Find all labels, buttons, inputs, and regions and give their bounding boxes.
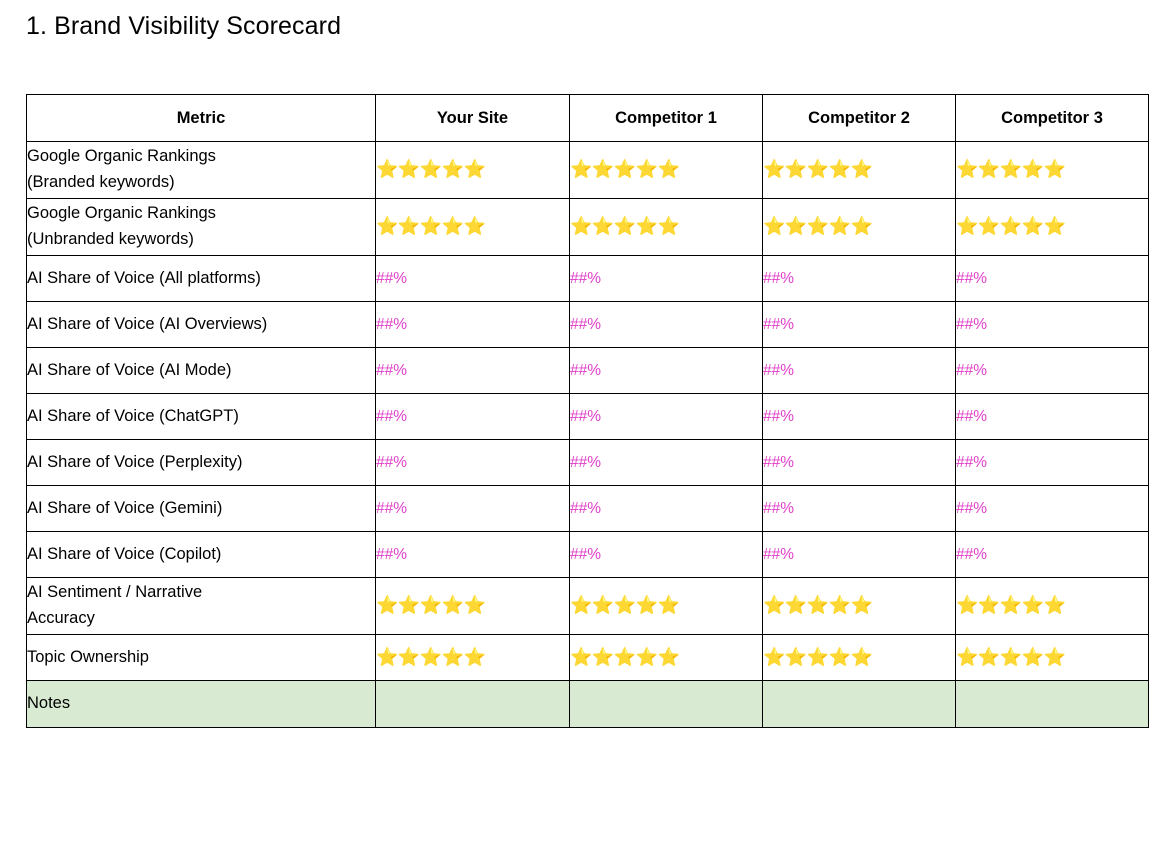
- notes-cell-competitor-3[interactable]: [956, 681, 1149, 728]
- rating-cell-competitor-3[interactable]: [956, 142, 1149, 199]
- star-rating: ⭐⭐⭐⭐⭐: [376, 646, 486, 667]
- rating-cell-competitor-1[interactable]: [570, 635, 763, 681]
- percent-cell-competitor-3[interactable]: [956, 256, 1149, 302]
- star-rating: ⭐⭐⭐⭐⭐: [570, 159, 680, 180]
- star-rating: ⭐⭐⭐⭐⭐: [376, 595, 486, 616]
- column-header-your-site: Your Site: [376, 95, 570, 142]
- percent-cell-your-site[interactable]: [376, 486, 570, 532]
- table-row: [27, 440, 1149, 486]
- notes-cell-competitor-1[interactable]: [570, 681, 763, 728]
- metric-label: [27, 142, 376, 199]
- column-header-competitor-1: Competitor 1: [570, 95, 763, 142]
- percent-cell-competitor-2[interactable]: [763, 256, 956, 302]
- star-rating: ⭐⭐⭐⭐⭐: [763, 159, 873, 180]
- percent-value: ##%: [570, 453, 602, 471]
- table-body: [27, 142, 1149, 728]
- column-header-metric: Metric: [27, 95, 376, 142]
- notes-cell-competitor-2[interactable]: [763, 681, 956, 728]
- metric-label-line1: AI Share of Voice (All platforms): [27, 268, 261, 287]
- percent-value: ##%: [570, 315, 602, 333]
- percent-cell-competitor-1[interactable]: [570, 256, 763, 302]
- metric-label: [27, 532, 376, 578]
- column-header-competitor-2: Competitor 2: [763, 95, 956, 142]
- rating-cell-competitor-1[interactable]: [570, 142, 763, 199]
- star-rating: ⭐⭐⭐⭐⭐: [570, 646, 680, 667]
- metric-label-line1: AI Share of Voice (Copilot): [27, 544, 222, 563]
- metric-label: [27, 440, 376, 486]
- percent-cell-competitor-1[interactable]: [570, 394, 763, 440]
- star-rating: ⭐⭐⭐⭐⭐: [570, 216, 680, 237]
- star-rating: ⭐⭐⭐⭐⭐: [956, 646, 1066, 667]
- percent-cell-your-site[interactable]: [376, 440, 570, 486]
- metric-label: [27, 578, 376, 635]
- rating-cell-competitor-3[interactable]: [956, 199, 1149, 256]
- metric-label: [27, 302, 376, 348]
- percent-cell-your-site[interactable]: [376, 348, 570, 394]
- percent-value: ##%: [570, 499, 602, 517]
- percent-value: ##%: [956, 453, 988, 471]
- percent-value: ##%: [763, 407, 795, 425]
- table-row: [27, 302, 1149, 348]
- metric-label: [27, 348, 376, 394]
- percent-cell-competitor-3[interactable]: [956, 348, 1149, 394]
- percent-cell-competitor-3[interactable]: [956, 302, 1149, 348]
- percent-value: ##%: [763, 453, 795, 471]
- metric-label: [27, 256, 376, 302]
- rating-cell-competitor-2[interactable]: [763, 142, 956, 199]
- percent-cell-your-site[interactable]: [376, 302, 570, 348]
- brand-visibility-scorecard-table: [26, 94, 1149, 728]
- rating-cell-your-site[interactable]: [376, 199, 570, 256]
- percent-value: ##%: [570, 361, 602, 379]
- rating-cell-competitor-1[interactable]: [570, 199, 763, 256]
- percent-cell-competitor-2[interactable]: [763, 394, 956, 440]
- star-rating: ⭐⭐⭐⭐⭐: [763, 595, 873, 616]
- percent-value: ##%: [956, 545, 988, 563]
- metric-label-line2: (Unbranded keywords): [27, 230, 194, 248]
- star-rating: ⭐⭐⭐⭐⭐: [763, 646, 873, 667]
- metric-label: [27, 486, 376, 532]
- percent-value: ##%: [956, 269, 988, 287]
- table-row: [27, 635, 1149, 681]
- metric-label-line1: AI Share of Voice (ChatGPT): [27, 406, 239, 425]
- rating-cell-competitor-1[interactable]: [570, 578, 763, 635]
- percent-cell-competitor-1[interactable]: [570, 302, 763, 348]
- rating-cell-competitor-2[interactable]: [763, 578, 956, 635]
- percent-cell-competitor-2[interactable]: [763, 302, 956, 348]
- star-rating: ⭐⭐⭐⭐⭐: [956, 159, 1066, 180]
- percent-value: ##%: [956, 499, 988, 517]
- metric-label: [27, 635, 376, 681]
- percent-value: ##%: [376, 545, 408, 563]
- metric-label-line1: AI Share of Voice (AI Overviews): [27, 314, 268, 333]
- percent-value: ##%: [763, 361, 795, 379]
- notes-cell-your-site[interactable]: [376, 681, 570, 728]
- percent-value: ##%: [376, 315, 408, 333]
- percent-cell-competitor-3[interactable]: [956, 394, 1149, 440]
- metric-label-line1: AI Share of Voice (Gemini): [27, 498, 223, 517]
- percent-cell-competitor-3[interactable]: [956, 486, 1149, 532]
- column-header-competitor-3: Competitor 3: [956, 95, 1149, 142]
- percent-value: ##%: [570, 407, 602, 425]
- metric-label: [27, 394, 376, 440]
- percent-value: ##%: [763, 499, 795, 517]
- table-row: [27, 486, 1149, 532]
- table-row: [27, 394, 1149, 440]
- percent-cell-competitor-1[interactable]: [570, 440, 763, 486]
- percent-cell-competitor-1[interactable]: [570, 532, 763, 578]
- rating-cell-competitor-2[interactable]: [763, 199, 956, 256]
- rating-cell-competitor-3[interactable]: [956, 578, 1149, 635]
- percent-value: ##%: [376, 499, 408, 517]
- percent-value: ##%: [376, 453, 408, 471]
- metric-label-line2: (Branded keywords): [27, 173, 175, 191]
- table-row: [27, 256, 1149, 302]
- percent-value: ##%: [956, 361, 988, 379]
- star-rating: ⭐⭐⭐⭐⭐: [956, 216, 1066, 237]
- percent-value: ##%: [956, 407, 988, 425]
- table-row: [27, 142, 1149, 199]
- percent-cell-your-site[interactable]: [376, 256, 570, 302]
- metric-label-line2: Accuracy: [27, 609, 95, 627]
- table-row: [27, 532, 1149, 578]
- percent-value: ##%: [763, 269, 795, 287]
- table-row: [27, 578, 1149, 635]
- percent-value: ##%: [376, 361, 408, 379]
- metric-label-line1: Topic Ownership: [27, 647, 149, 666]
- percent-cell-your-site[interactable]: [376, 394, 570, 440]
- percent-cell-competitor-2[interactable]: [763, 440, 956, 486]
- percent-cell-competitor-3[interactable]: [956, 440, 1149, 486]
- percent-value: ##%: [763, 315, 795, 333]
- percent-cell-competitor-2[interactable]: [763, 486, 956, 532]
- star-rating: ⭐⭐⭐⭐⭐: [376, 159, 486, 180]
- percent-value: ##%: [763, 545, 795, 563]
- star-rating: ⭐⭐⭐⭐⭐: [570, 595, 680, 616]
- percent-value: ##%: [570, 545, 602, 563]
- percent-cell-competitor-2[interactable]: [763, 348, 956, 394]
- table-row-notes: [27, 681, 1149, 728]
- rating-cell-your-site[interactable]: [376, 635, 570, 681]
- star-rating: ⭐⭐⭐⭐⭐: [376, 216, 486, 237]
- rating-cell-your-site[interactable]: [376, 142, 570, 199]
- brand-visibility-scorecard-table-wrapper: [26, 94, 1148, 728]
- rating-cell-competitor-3[interactable]: [956, 635, 1149, 681]
- table-row: [27, 348, 1149, 394]
- table-header-row: [27, 95, 1149, 142]
- metric-label: [27, 199, 376, 256]
- star-rating: ⭐⭐⭐⭐⭐: [956, 595, 1066, 616]
- rating-cell-competitor-2[interactable]: [763, 635, 956, 681]
- metric-label-line1: AI Share of Voice (Perplexity): [27, 452, 243, 471]
- metric-label-line1: Google Organic Rankings: [27, 204, 216, 223]
- percent-cell-your-site[interactable]: [376, 532, 570, 578]
- table-header: [27, 95, 1149, 142]
- percent-cell-competitor-1[interactable]: [570, 486, 763, 532]
- page-title: 1. Brand Visibility Scorecard: [26, 12, 342, 40]
- percent-value: ##%: [376, 407, 408, 425]
- percent-value: ##%: [956, 315, 988, 333]
- percent-value: ##%: [376, 269, 408, 287]
- percent-value: ##%: [570, 269, 602, 287]
- percent-cell-competitor-3[interactable]: [956, 532, 1149, 578]
- star-rating: ⭐⭐⭐⭐⭐: [763, 216, 873, 237]
- rating-cell-your-site[interactable]: [376, 578, 570, 635]
- percent-cell-competitor-1[interactable]: [570, 348, 763, 394]
- percent-cell-competitor-2[interactable]: [763, 532, 956, 578]
- table-row: [27, 199, 1149, 256]
- metric-label-line1: AI Sentiment / Narrative: [27, 583, 203, 602]
- metric-label-line1: Google Organic Rankings: [27, 147, 216, 166]
- notes-label: Notes: [27, 681, 376, 728]
- metric-label-line1: AI Share of Voice (AI Mode): [27, 360, 232, 379]
